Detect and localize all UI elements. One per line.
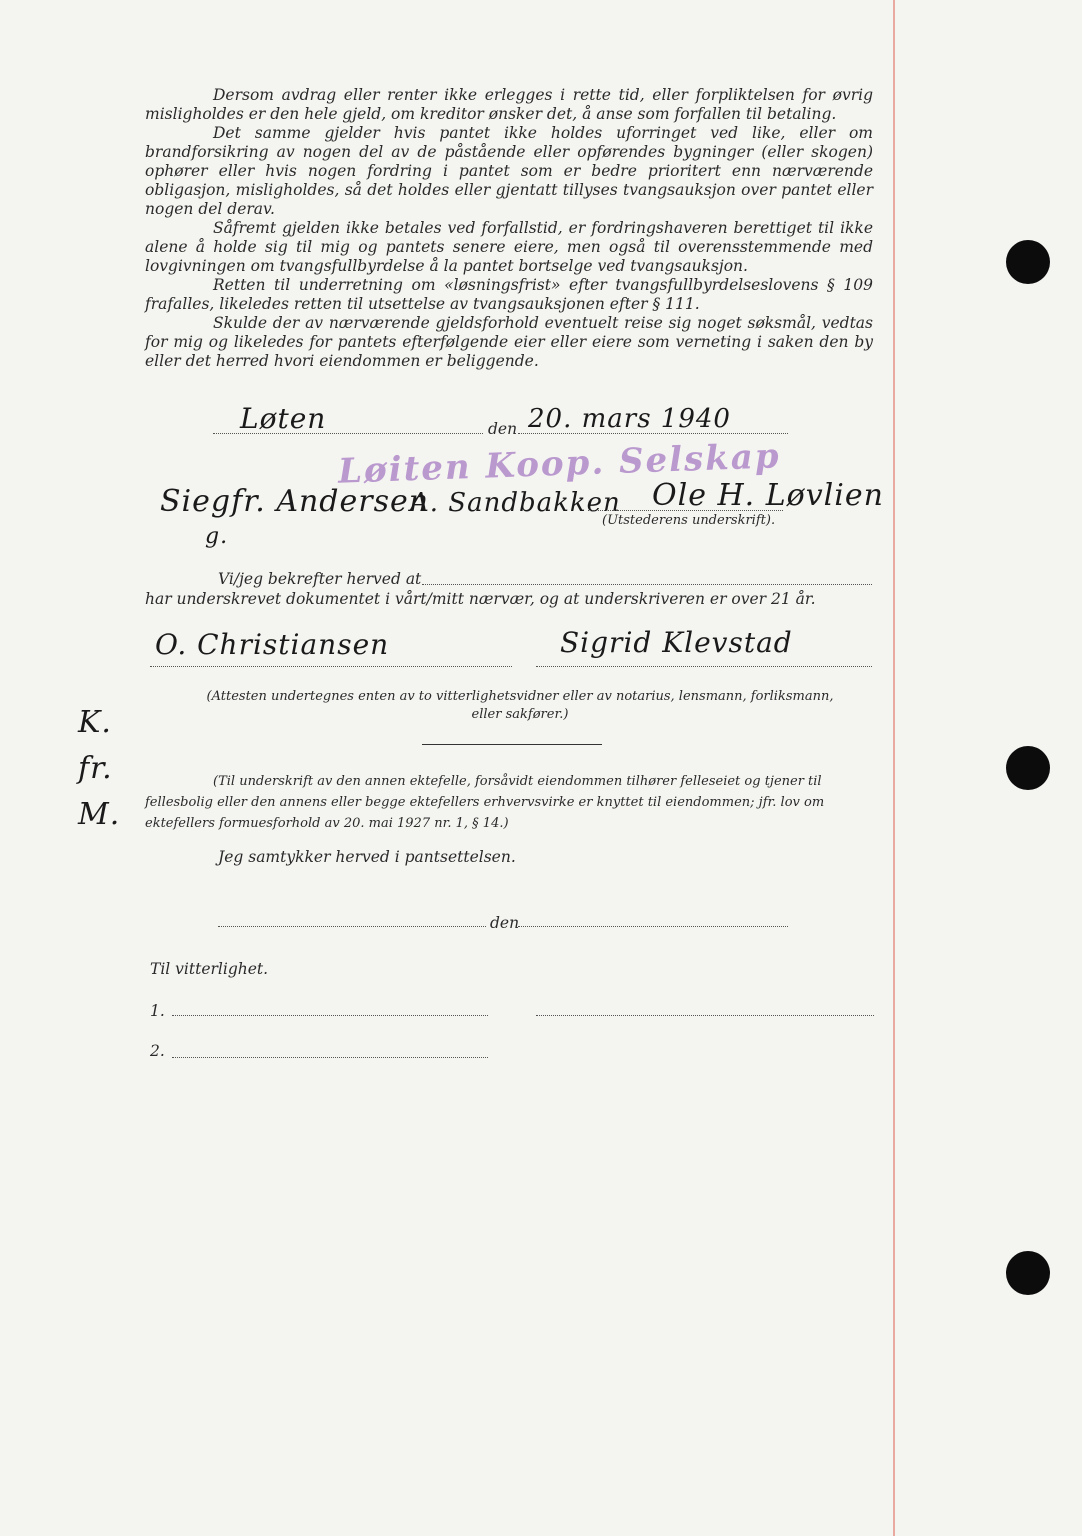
paragraph-forced-sale: Såfremt gjelden ikke betales ved forfallstid, er fordringshaveren berettiget til ikke alene å holde sig til mig og pantets senere eiere, men også til overensstemmende med lovgivningen om tvangsfullbyrdelse å la pantet bortselge ved tvangsauksjon. bbox=[145, 219, 873, 275]
spouse-consent: Jeg samtykker herved i pantsettelsen. bbox=[218, 848, 516, 866]
signature-2: A. Sandbakken bbox=[410, 488, 621, 518]
signature-1: Siegfr. Andersen bbox=[160, 484, 430, 519]
margin-rule bbox=[893, 0, 895, 1536]
place-line bbox=[213, 433, 483, 434]
witness-num-2: 2. bbox=[150, 1042, 165, 1060]
separator-line bbox=[422, 744, 602, 745]
date-handwritten: 20. mars 1940 bbox=[528, 404, 731, 434]
witness-num-1: 1. bbox=[150, 1002, 165, 1020]
paragraph-notice: Retten til underretning om «løsningsfrist» efter tvangsfullbyrdelseslovens § 109 frafalles, likeledes retten til utsettelse av tvangsauksjonen efter § 111. bbox=[145, 276, 873, 313]
attest-line-1: Vi/jeg bekrefter herved at bbox=[218, 570, 422, 588]
witness-field-2 bbox=[172, 1057, 488, 1058]
date-line bbox=[518, 433, 788, 434]
witness-line-1 bbox=[150, 666, 512, 667]
spouse-date-line bbox=[518, 926, 788, 927]
witness-signature-2: Sigrid Klevstad bbox=[560, 626, 793, 659]
punch-hole bbox=[1006, 1251, 1050, 1295]
spouse-place-line bbox=[218, 926, 486, 927]
witness-field-1b bbox=[536, 1015, 874, 1016]
witness-signature-1: O. Christiansen bbox=[155, 628, 390, 661]
witness-line-2 bbox=[536, 666, 872, 667]
margin-initials: K. fr. M. bbox=[78, 705, 121, 832]
punch-hole bbox=[1006, 746, 1050, 790]
place-handwritten: Løten bbox=[240, 402, 327, 435]
signature-3: Ole H. Løvlien bbox=[652, 478, 884, 513]
attest-line-2: har underskrevet dokumentet i vårt/mitt nærvær, og at underskriveren er over 21 år. bbox=[145, 590, 816, 608]
paragraph-default: Dersom avdrag eller renter ikke erlegges i rette tid, eller forpliktelsen for øvrig misligholdes er den hele gjeld, om kreditor ønsker det, å anse som forfallen til betaling. bbox=[145, 86, 873, 123]
spouse-note: (Til underskrift av den annen ektefelle, forsåvidt eiendommen tilhører felleseiet og tjener til fellesbolig eller den annens eller begge ektefellers erhvervsvirke er knyttet til eiendommen; jfr. lov om ektefellers formuesforhold av 20. mai 1927 nr. 1, § 14.) bbox=[145, 774, 825, 831]
witnesses-title: Til vitterlighet. bbox=[150, 960, 269, 978]
spouse-den-label: den bbox=[490, 914, 520, 932]
issuer-label: (Utstederens underskrift). bbox=[602, 513, 776, 528]
punch-hole bbox=[1006, 240, 1050, 284]
paragraph-venue: Skulde der av nærværende gjeldsforhold eventuelt reise sig noget søksmål, vedtas for mig og likeledes for pantets efterfølgende eier eller eiere som verneting i saken den by eller det herred hvori eiendommen er beliggende. bbox=[145, 314, 873, 370]
date-den-label: den bbox=[488, 420, 518, 438]
signature-flourish: g. bbox=[205, 524, 229, 549]
attest-name-line bbox=[422, 584, 872, 585]
paragraph-collateral: Det samme gjelder hvis pantet ikke holdes uforringet ved like, eller om brandforsikring av nogen del av de påstående eller opførendes bygninger (eller skogen) ophører eller hvis nogen fordring i pantet som er bedre prioritert enn nærværende obligasjon, misligholdes, så det holdes eller gjentatt tillyses tvangsauksjon over pantet eller nogen del derav. bbox=[145, 124, 873, 218]
attest-note: (Attesten undertegnes enten av to vitterlighetsvidner eller av notarius, lensmann, forliksmann, eller sakfører.) bbox=[206, 689, 834, 722]
company-stamp: Løiten Koop. Selskap bbox=[337, 436, 782, 492]
issuer-signature-line bbox=[588, 510, 783, 511]
witness-field-1 bbox=[172, 1015, 488, 1016]
